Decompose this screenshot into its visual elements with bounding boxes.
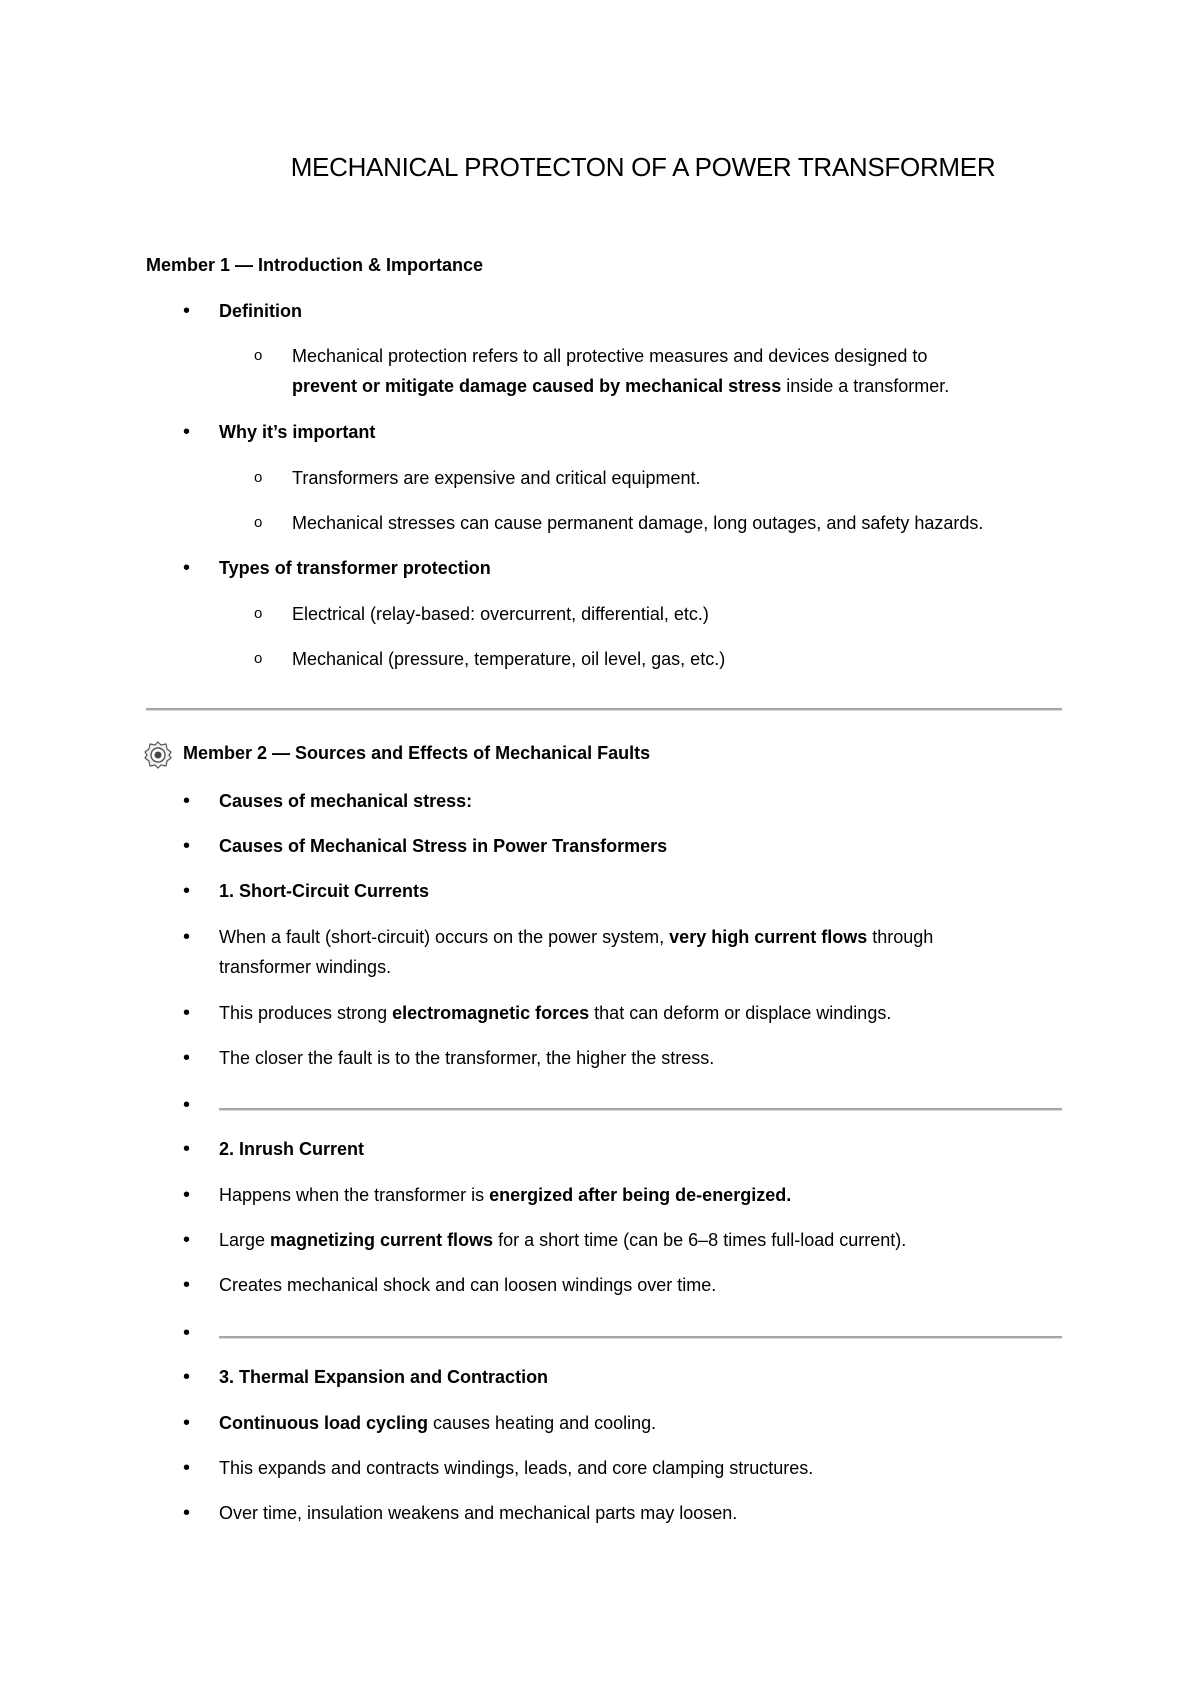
document-title: MECHANICAL PROTECTON OF A POWER TRANSFORMER (290, 152, 996, 182)
sub-bullet-icon: o (254, 514, 263, 531)
bullet-icon: • (183, 421, 191, 443)
sub-divider (219, 1108, 1062, 1111)
list-item: This expands and contracts windings, leads, and core clamping structures. (219, 1458, 814, 1478)
bullet-icon: • (183, 835, 191, 857)
bullet-icon: • (183, 1366, 191, 1388)
list-item: Causes of Mechanical Stress in Power Transformers (219, 836, 668, 856)
list-item: Large magnetizing current flows for a short time (can be 6–8 times full-load current). (219, 1230, 907, 1250)
bullet-icon: • (183, 790, 191, 812)
bullet-icon: • (183, 880, 191, 902)
bullet-icon: • (183, 1047, 191, 1069)
bullet-icon: • (183, 1412, 191, 1434)
inrush-heading: 2. Inrush Current (219, 1139, 365, 1159)
bullet-icon: • (183, 1002, 191, 1024)
bullet-icon: • (183, 557, 191, 579)
bullet-icon: • (183, 300, 191, 322)
bullet-icon: • (183, 1094, 191, 1116)
bullet-icon: • (183, 1138, 191, 1160)
gear-icon (144, 741, 172, 769)
list-item: Happens when the transformer is energized after being de-energized. (219, 1185, 792, 1205)
definition-label: Definition (219, 301, 302, 321)
bullet-icon: • (183, 1274, 191, 1296)
list-item: When a fault (short-circuit) occurs on the power system, very high current flows through transformer windings. (219, 927, 934, 977)
bullet-icon: • (183, 1322, 191, 1344)
bullet-icon: • (183, 1184, 191, 1206)
why-item: Transformers are expensive and critical equipment. (292, 468, 701, 488)
short-circuit-heading: 1. Short-Circuit Currents (219, 881, 430, 901)
sub-bullet-icon: o (254, 347, 263, 364)
sub-bullet-icon: o (254, 605, 263, 622)
types-label: Types of transformer protection (219, 558, 491, 578)
list-item: This produces strong electromagnetic forces that can deform or displace windings. (219, 1003, 892, 1023)
sub-bullet-icon: o (254, 650, 263, 667)
list-item: Creates mechanical shock and can loosen windings over time. (219, 1275, 717, 1295)
list-item: Causes of mechanical stress: (219, 791, 473, 811)
types-item: Mechanical (pressure, temperature, oil level, gas, etc.) (292, 649, 726, 669)
bullet-icon: • (183, 926, 191, 948)
types-item: Electrical (relay-based: overcurrent, differential, etc.) (292, 604, 709, 624)
section-1-heading: Member 1 — Introduction & Importance (146, 255, 484, 275)
bullet-icon: • (183, 1229, 191, 1251)
list-item: The closer the fault is to the transformer, the higher the stress. (219, 1048, 715, 1068)
bullet-icon: • (183, 1457, 191, 1479)
thermal-heading: 3. Thermal Expansion and Contraction (219, 1367, 549, 1387)
section-2-heading: Member 2 — Sources and Effects of Mechanical Faults (183, 743, 651, 763)
sub-divider (219, 1336, 1062, 1339)
section-divider (146, 708, 1062, 711)
sub-bullet-icon: o (254, 469, 263, 486)
list-item: Over time, insulation weakens and mechanical parts may loosen. (219, 1503, 738, 1523)
why-important-label: Why it’s important (219, 422, 376, 442)
bullet-icon: • (183, 1502, 191, 1524)
why-item: Mechanical stresses can cause permanent damage, long outages, and safety hazards. (292, 513, 984, 533)
list-item: Continuous load cycling causes heating and cooling. (219, 1413, 657, 1433)
definition-text: Mechanical protection refers to all protective measures and devices designed to prevent or mitigate damage caused by mechanical stress inside a transformer. (292, 346, 950, 396)
